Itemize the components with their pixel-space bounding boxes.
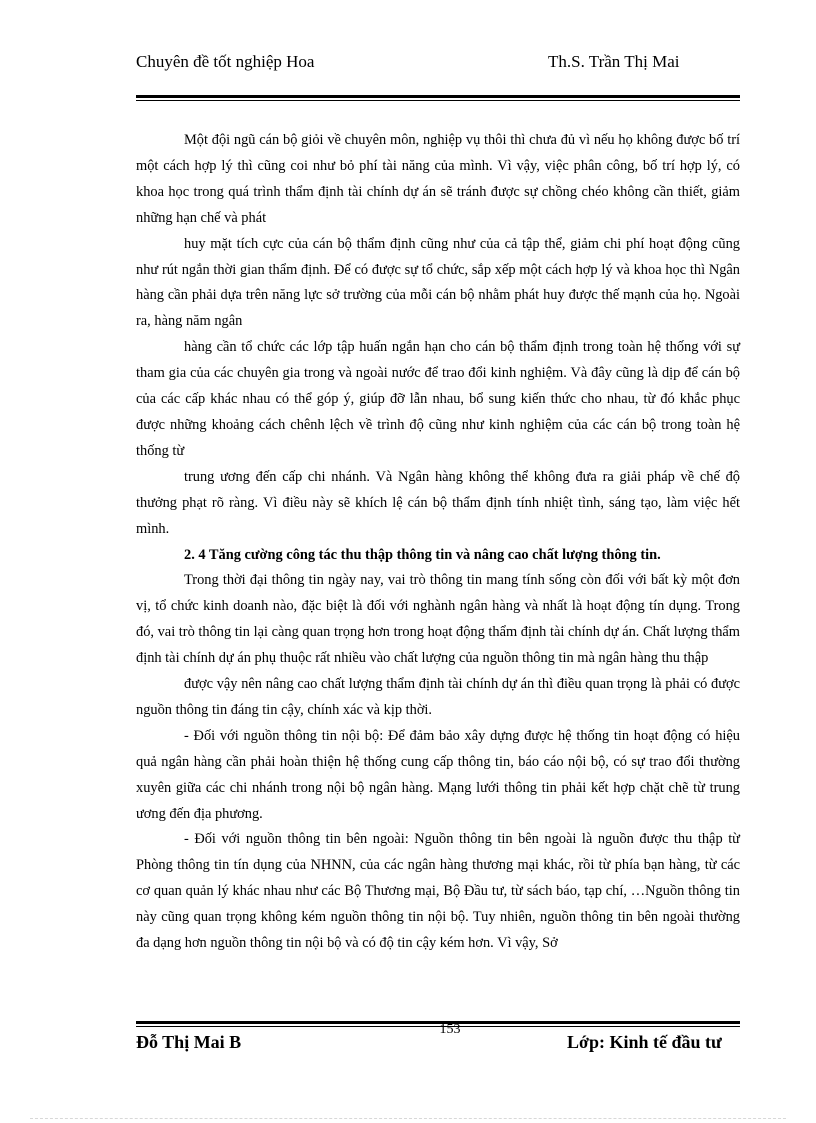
section-heading: 2. 4 Tăng cường công tác thu thập thông tin và nâng cao chất lượng thông tin. [184,546,661,563]
header-rule-thick [136,95,740,98]
paragraph: - Đối với nguồn thông tin nội bộ: Để đảm bảo xây dựng được hệ thống tin hoạt động có hiệu quả ngân hàng cần phải hoàn thiện hệ thống cung cấp thông tin, báo cáo nội bộ, có sự trao đổi thường xuyên giữa các chi nhánh trong nội bộ ngân hàng. Mạng lưới thông tin phải kết hợp chặt chẽ từ trung ương đến địa phương. [136,727,740,822]
page-number: 153 [439,1022,461,1037]
header-author: Th.S. Trần Thị Mai [548,52,680,71]
paragraph: trung ương đến cấp chi nhánh. Và Ngân hàng không thể không đưa ra giải pháp về chế độ thưởng phạt rõ ràng. Vì điều này sẽ khích lệ cán bộ thẩm định tính nhiệt tình, sáng tạo, làm việc hết mình. [136,468,740,537]
footer-class: Lớp: Kinh tế đầu tư [567,1032,722,1052]
paragraph: - Đối với nguồn thông tin bên ngoài: Nguồn thông tin bên ngoài là nguồn được thu thập từ Phòng thông tin tín dụng của NHNN, của các ngân hàng thương mại khác, rồi từ phía bạn hàng, từ các cơ quan quản lý khác nhau như các Bộ Thương mại, Bộ Đầu tư, từ sách báo, tạp chí, …Nguồn thông tin này cũng quan trọng không kém nguồn thông tin nội bộ. Tuy nhiên, nguồn thông tin bên ngoài thường đa dạng hơn nguồn thông tin nội bộ và có độ tin cậy kém hơn. Vì vậy, Sở [136,831,740,952]
header-document-title: Chuyên đề tốt nghiệp Hoa [136,52,315,71]
page-edge-divider [30,1118,786,1119]
paragraph: huy mặt tích cực của cán bộ thẩm định cũng như của cả tập thể, giảm chi phí hoạt động cũng như rút ngắn thời gian thẩm định. Để có được sự tổ chức, sắp xếp một cách hợp lý và khoa học thì Ngân hàng cần phải dựa trên năng lực sở trường của mỗi cán bộ nhằm phát huy được thế mạnh của họ. Ngoài ra, hàng năm ngân [136,235,740,330]
footer-student-name: Đỗ Thị Mai B [136,1032,242,1052]
document-body [136,128,740,957]
paragraph: Một đội ngũ cán bộ giỏi về chuyên môn, nghiệp vụ thôi thì chưa đủ vì nếu họ không được bố trí một cách hợp lý thì cũng coi như bỏ phí tài năng của mình. Vì vậy, việc phân công, bố trí hợp lý, có khoa học trong quá trình thẩm định tài chính dự án sẽ tránh được sự chồng chéo không cần thiết, giảm những hạn chế và phát [136,132,740,226]
paragraph: Trong thời đại thông tin ngày nay, vai trò thông tin mang tính sống còn đối với bất kỳ một đơn vị, tổ chức kinh doanh nào, đặc biệt là đối với nghành ngân hàng và nhất là hoạt động tín dụng. Trong đó, vai trò thông tin lại càng quan trọng hơn trong hoạt động thẩm định tài chính dự án. Chất lượng thẩm định tài chính dự án phụ thuộc rất nhiều vào chất lượng của nguồn thông tin mà ngân hàng thu thập [136,572,740,667]
header-rule-thin [136,100,740,101]
paragraph: hàng cần tổ chức các lớp tập huấn ngắn hạn cho cán bộ thẩm định trong toàn hệ thống với sự tham gia của các chuyên gia trong và ngoài nước để trao đổi kinh nghiệm. Và đây cũng là dịp để cán bộ của các cấp khác nhau có thể góp ý, giúp đỡ lẫn nhau, bổ sung kiến thức cho nhau, từ đó khắc phục được những khoảng cách chênh lệch về trình độ cũng như kinh nghiệm của các cán bộ trong toàn hệ thống từ [136,339,740,459]
paragraph: được vậy nên nâng cao chất lượng thẩm định tài chính dự án thì điều quan trọng là phải có được nguồn thông tin đáng tin cậy, chính xác và kịp thời. [136,676,740,718]
